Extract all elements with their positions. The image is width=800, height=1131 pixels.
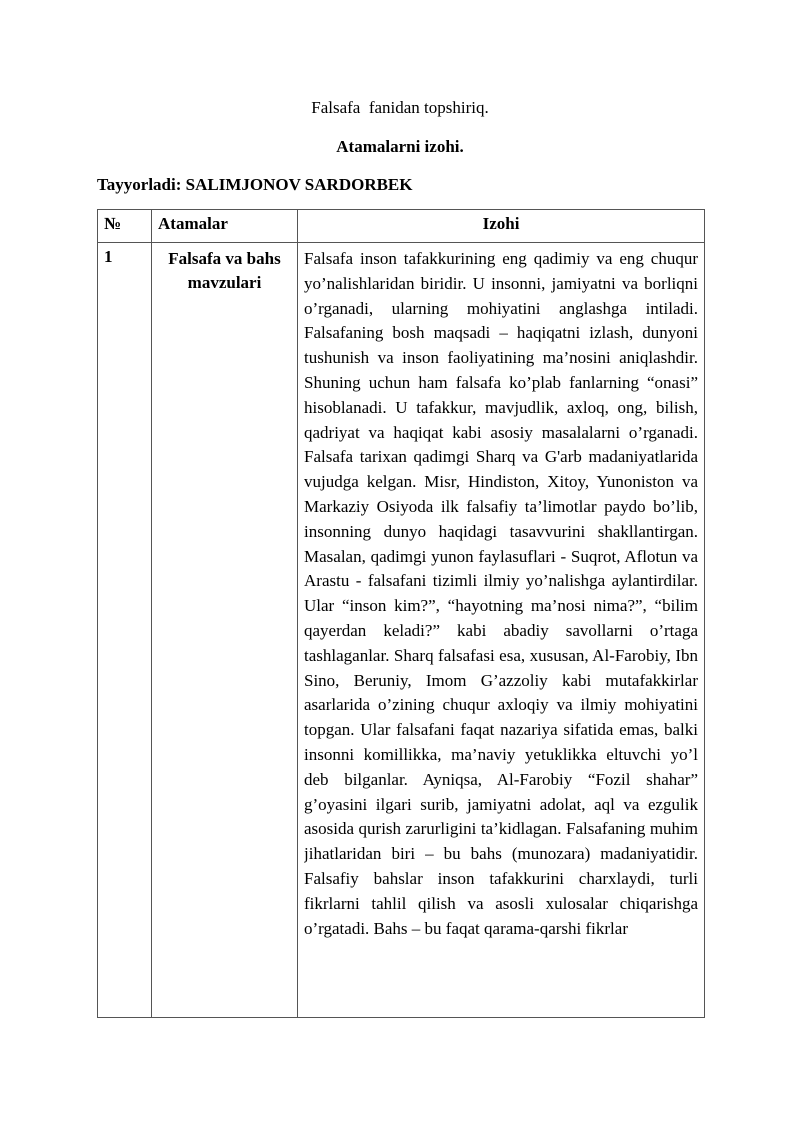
subject-line: Falsafa fanidan topshiriq.: [311, 98, 489, 117]
row-number: 1: [98, 243, 152, 1018]
table-header-row: [98, 210, 705, 243]
author-line: Tayyorladi: SALIMJONOV SARDORBEK: [97, 175, 413, 194]
row-term: Falsafa va bahs mavzulari: [152, 243, 298, 1018]
document-heading: Atamalarni izohi.: [336, 137, 464, 156]
row-description-cell: [298, 243, 705, 1018]
row-description: Falsafa inson tafakkurining eng qadimiy va eng chuqur yo’nalishlaridan biridir. U insonni, jamiyatni va borliqni o’rganadi, ularning mohiyatini anglashga intiladi. Falsafaning bosh maqsadi – haqiqatni izlash, dunyoni tushunish va inson faoliyatining ma’nosini aniqlashdir. Shuning uchun ham falsafa ko’plab fanlarning “onasi” hisoblanadi. U tafakkur, mavjudlik, axloq, ong, bilish, qadriyat va haqiqat kabi asosiy masalalarni o’rganadi. Falsafa tarixan qadimgi Sharq va G'arb madaniyatlarida vujudga kelgan. Misr, Hindiston, Xitoy, Yunoniston va Markaziy Osiyoda ilk falsafiy ta’limotlar paydo bo’lib, insonning dunyo haqidagi tasavvurini shakllantirgan. Masalan, qadimgi yunon faylasuflari - Suqrot, Aflotun va Arastu - falsafani tizimli ilmiy yo’nalishga aylantirdilar. Ular “inson kim?”, “hayotning ma’nosi nima?”, “bilim qayerdan keladi?” kabi abadiy savollarni o’rtaga tashlaganlar. Sharq falsafasi esa, xususan, Al-Farobiy, Ibn Sino, Beruniy, Imom G’azzoliy kabi mutafakkirlar asarlarida o’zining chuqur axloqiy va ilmiy mohiyatini topgan. Ular falsafani faqat nazariya sifatida emas, balki insonni komillikka, ma’naviy yetuklikka eltuvchi yo’l deb bilganlar. Ayniqsa, Al-Farobiy “Fozil shahar” g’oyasini ilgari surib, jamiyatni adolat, aql va ezgulik asosida qurish zarurligini ta’kidlagan. Falsafaning muhim jihatlaridan biri – bu bahs (munozara) madaniyatidir. Falsafiy bahslar inson tafakkurini charxlaydi, turli fikrlarni tahlil qilish va asosli xulosalar chiqarishga o’rgatadi. Bahs – bu faqat qarama-qarshi fikrlar: [304, 249, 698, 938]
terms-table: [97, 209, 705, 1018]
header-number: №: [98, 210, 152, 243]
header-term: Atamalar: [152, 210, 298, 243]
table-row: [98, 243, 705, 1018]
header-description: Izohi: [298, 210, 705, 243]
